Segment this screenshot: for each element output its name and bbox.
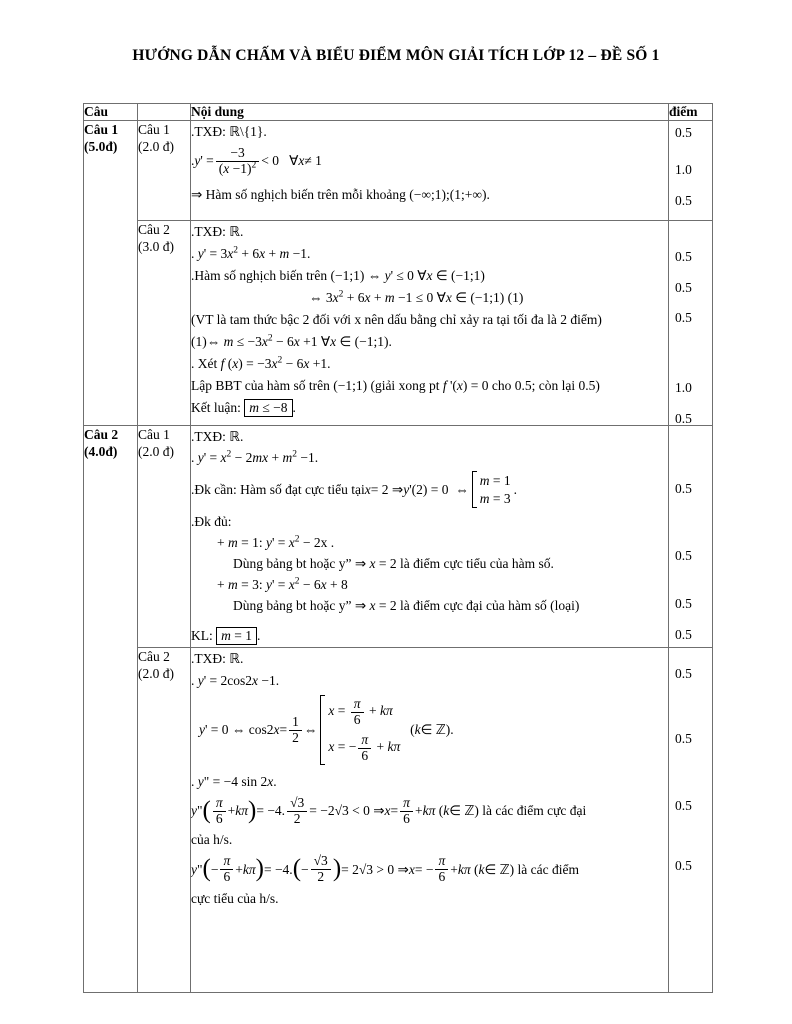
score-cell: [669, 121, 713, 221]
subquestion-cell: [138, 221, 191, 426]
content-line: Dùng bảng bt hoặc y” ⇒ x = 2 là điểm cực đại của hàm số (loại): [233, 598, 580, 614]
content-line: .Đk đủ:: [191, 514, 232, 530]
score: 0.5: [675, 310, 692, 325]
score-cell: [669, 648, 713, 993]
content-line: y " ( π 6 + k π ) = −4. √3 2 = −2√3 < 0 ⇒ x = π 6 + k π ( k ∈ ℤ) là các điểm cực đại: [191, 795, 587, 826]
score: 1.0: [675, 380, 692, 395]
content-line: .TXĐ: ℝ\{1}.: [191, 124, 267, 139]
subquestion-label: Câu 2: [138, 222, 170, 237]
subquestion-points: (2.0 đ): [138, 139, 174, 154]
subquestion-points: (3.0 đ): [138, 239, 174, 254]
content-cell: [191, 221, 669, 426]
subquestion-points: (2.0 đ): [138, 666, 174, 681]
score-cell: [669, 426, 713, 648]
score: 0.5: [675, 798, 692, 813]
table-row: [84, 221, 713, 426]
content-line: của h/s.: [191, 832, 233, 848]
content-line: Lập BBT của hàm số trên (−1;1) (giải xong pt f '(x) = 0 cho 0.5; còn lại 0.5): [191, 378, 600, 393]
content-line: .TXĐ: ℝ.: [191, 429, 244, 444]
subquestion-label: Câu 1: [138, 122, 170, 137]
score: 0.5: [675, 411, 692, 426]
content-cell: [191, 426, 669, 648]
content-cell: [191, 648, 669, 993]
question-label: Câu 2: [84, 427, 119, 442]
score-cell: [669, 221, 713, 426]
col-header-sub: [138, 104, 191, 121]
score: 0.5: [675, 596, 692, 611]
score: 0.5: [675, 481, 692, 496]
content-line: y " ( − π 6 + k π ) = −4. ( − √3 2 ) = 2√3 > 0 ⇒ x = − π 6 + k π ( k ∈ ℤ) là các điểm: [191, 853, 580, 885]
content-line: . Xét f $(x) = -3x^2 - 6x +1$.: [191, 355, 331, 371]
content-line: . y ' = −3 $(x -1)^2$ < 0 ∀ x ≠ 1: [191, 145, 322, 176]
content-line: . $y' = x^2 - 2mx + m^2 -1$.: [191, 449, 319, 465]
question-cell: [84, 426, 138, 993]
table-header-row: [84, 104, 713, 121]
content-line: . y" = −4 sin 2x.: [191, 774, 277, 790]
subquestion-cell: [138, 426, 191, 648]
rubric-table: [83, 103, 713, 993]
content-line: y ' = 0 ⇔ cos2 x = 1 2 ⇔ x = $\frac{\pi}{6}$ + kπ x = − $\frac{\pi}{6}$ + kπ ( k ∈ ℤ).: [199, 692, 668, 768]
score: 0.5: [675, 731, 692, 746]
col-header-noidung: Nội dung: [191, 104, 669, 121]
subquestion-points: (2.0 đ): [138, 444, 174, 459]
score: 0.5: [675, 125, 692, 140]
score: 1.0: [675, 162, 692, 177]
score: 0.5: [675, 548, 692, 563]
question-points: (4.0đ): [84, 444, 118, 459]
question-label: Câu 1: [84, 122, 119, 137]
subquestion-cell: [138, 648, 191, 993]
table-row: [84, 121, 713, 221]
content-line: .Đk cần: Hàm số đạt cực tiểu tại x = 2 ⇒ y '(2) = 0 ⇔ m = 1 m = 3 .: [191, 468, 668, 511]
score: 0.5: [675, 627, 692, 642]
content-line: .Hàm số nghịch biến trên (−1;1) ⇔ y' ≤ 0 ∀x ∈ (−1;1): [191, 268, 485, 283]
subquestion-label: Câu 2: [138, 649, 170, 664]
content-line: (VT là tam thức bậc 2 đối với x nên dấu bằng chỉ xảy ra tại tối đa là 2 điểm): [191, 312, 602, 327]
content-line: ⇔ $3x^2 + 6x + m -1 \le 0$ ∀x ∈ (−1;1) (1): [309, 289, 524, 305]
table-row: [84, 648, 713, 993]
table-row: [84, 426, 713, 648]
col-header-cau: Câu: [84, 104, 138, 121]
subquestion-label: Câu 1: [138, 427, 170, 442]
page-title: HƯỚNG DẪN CHẤM VÀ BIỂU ĐIỂM MÔN GIẢI TÍCH LỚP 12 – ĐỀ SỐ 1: [132, 47, 660, 64]
content-line: .TXĐ: ℝ.: [191, 651, 244, 666]
score: 0.5: [675, 858, 692, 873]
question-cell: [84, 121, 138, 426]
score: 0.5: [675, 193, 692, 208]
col-header-diem: điểm: [669, 104, 713, 121]
content-line: . y' = 2cos2x −1.: [191, 673, 280, 688]
content-line: . $y' = 3x^2 + 6x + m -1$.: [191, 245, 311, 261]
subquestion-cell: [138, 121, 191, 221]
content-line: .TXĐ: ℝ.: [191, 224, 244, 239]
content-line: Dùng bảng bt hoặc y” ⇒ x = 2 là điểm cực tiểu của hàm số.: [233, 556, 554, 572]
content-line: KL: m = 1 .: [191, 628, 261, 644]
content-line: (1)⇔ $m \le -3x^2 - 6x +1$ ∀x ∈ (−1;1).: [191, 333, 392, 349]
content-line: cực tiểu của h/s.: [191, 890, 279, 906]
score: 0.5: [675, 666, 692, 681]
content-line: ⇒ Hàm số nghịch biến trên mỗi khoảng (−∞;1);(1;+∞).: [191, 187, 490, 203]
content-line: Kết luận: m ≤ −8 .: [191, 400, 296, 415]
content-cell: [191, 121, 669, 221]
score: 0.5: [675, 249, 692, 264]
content-line: + m = 3: $y' = x^2 - 6x + 8$: [217, 576, 348, 593]
content-line: + m = 1: $y' = x^2 - 2x$ .: [217, 534, 335, 551]
question-points: (5.0đ): [84, 139, 118, 154]
score: 0.5: [675, 280, 692, 295]
